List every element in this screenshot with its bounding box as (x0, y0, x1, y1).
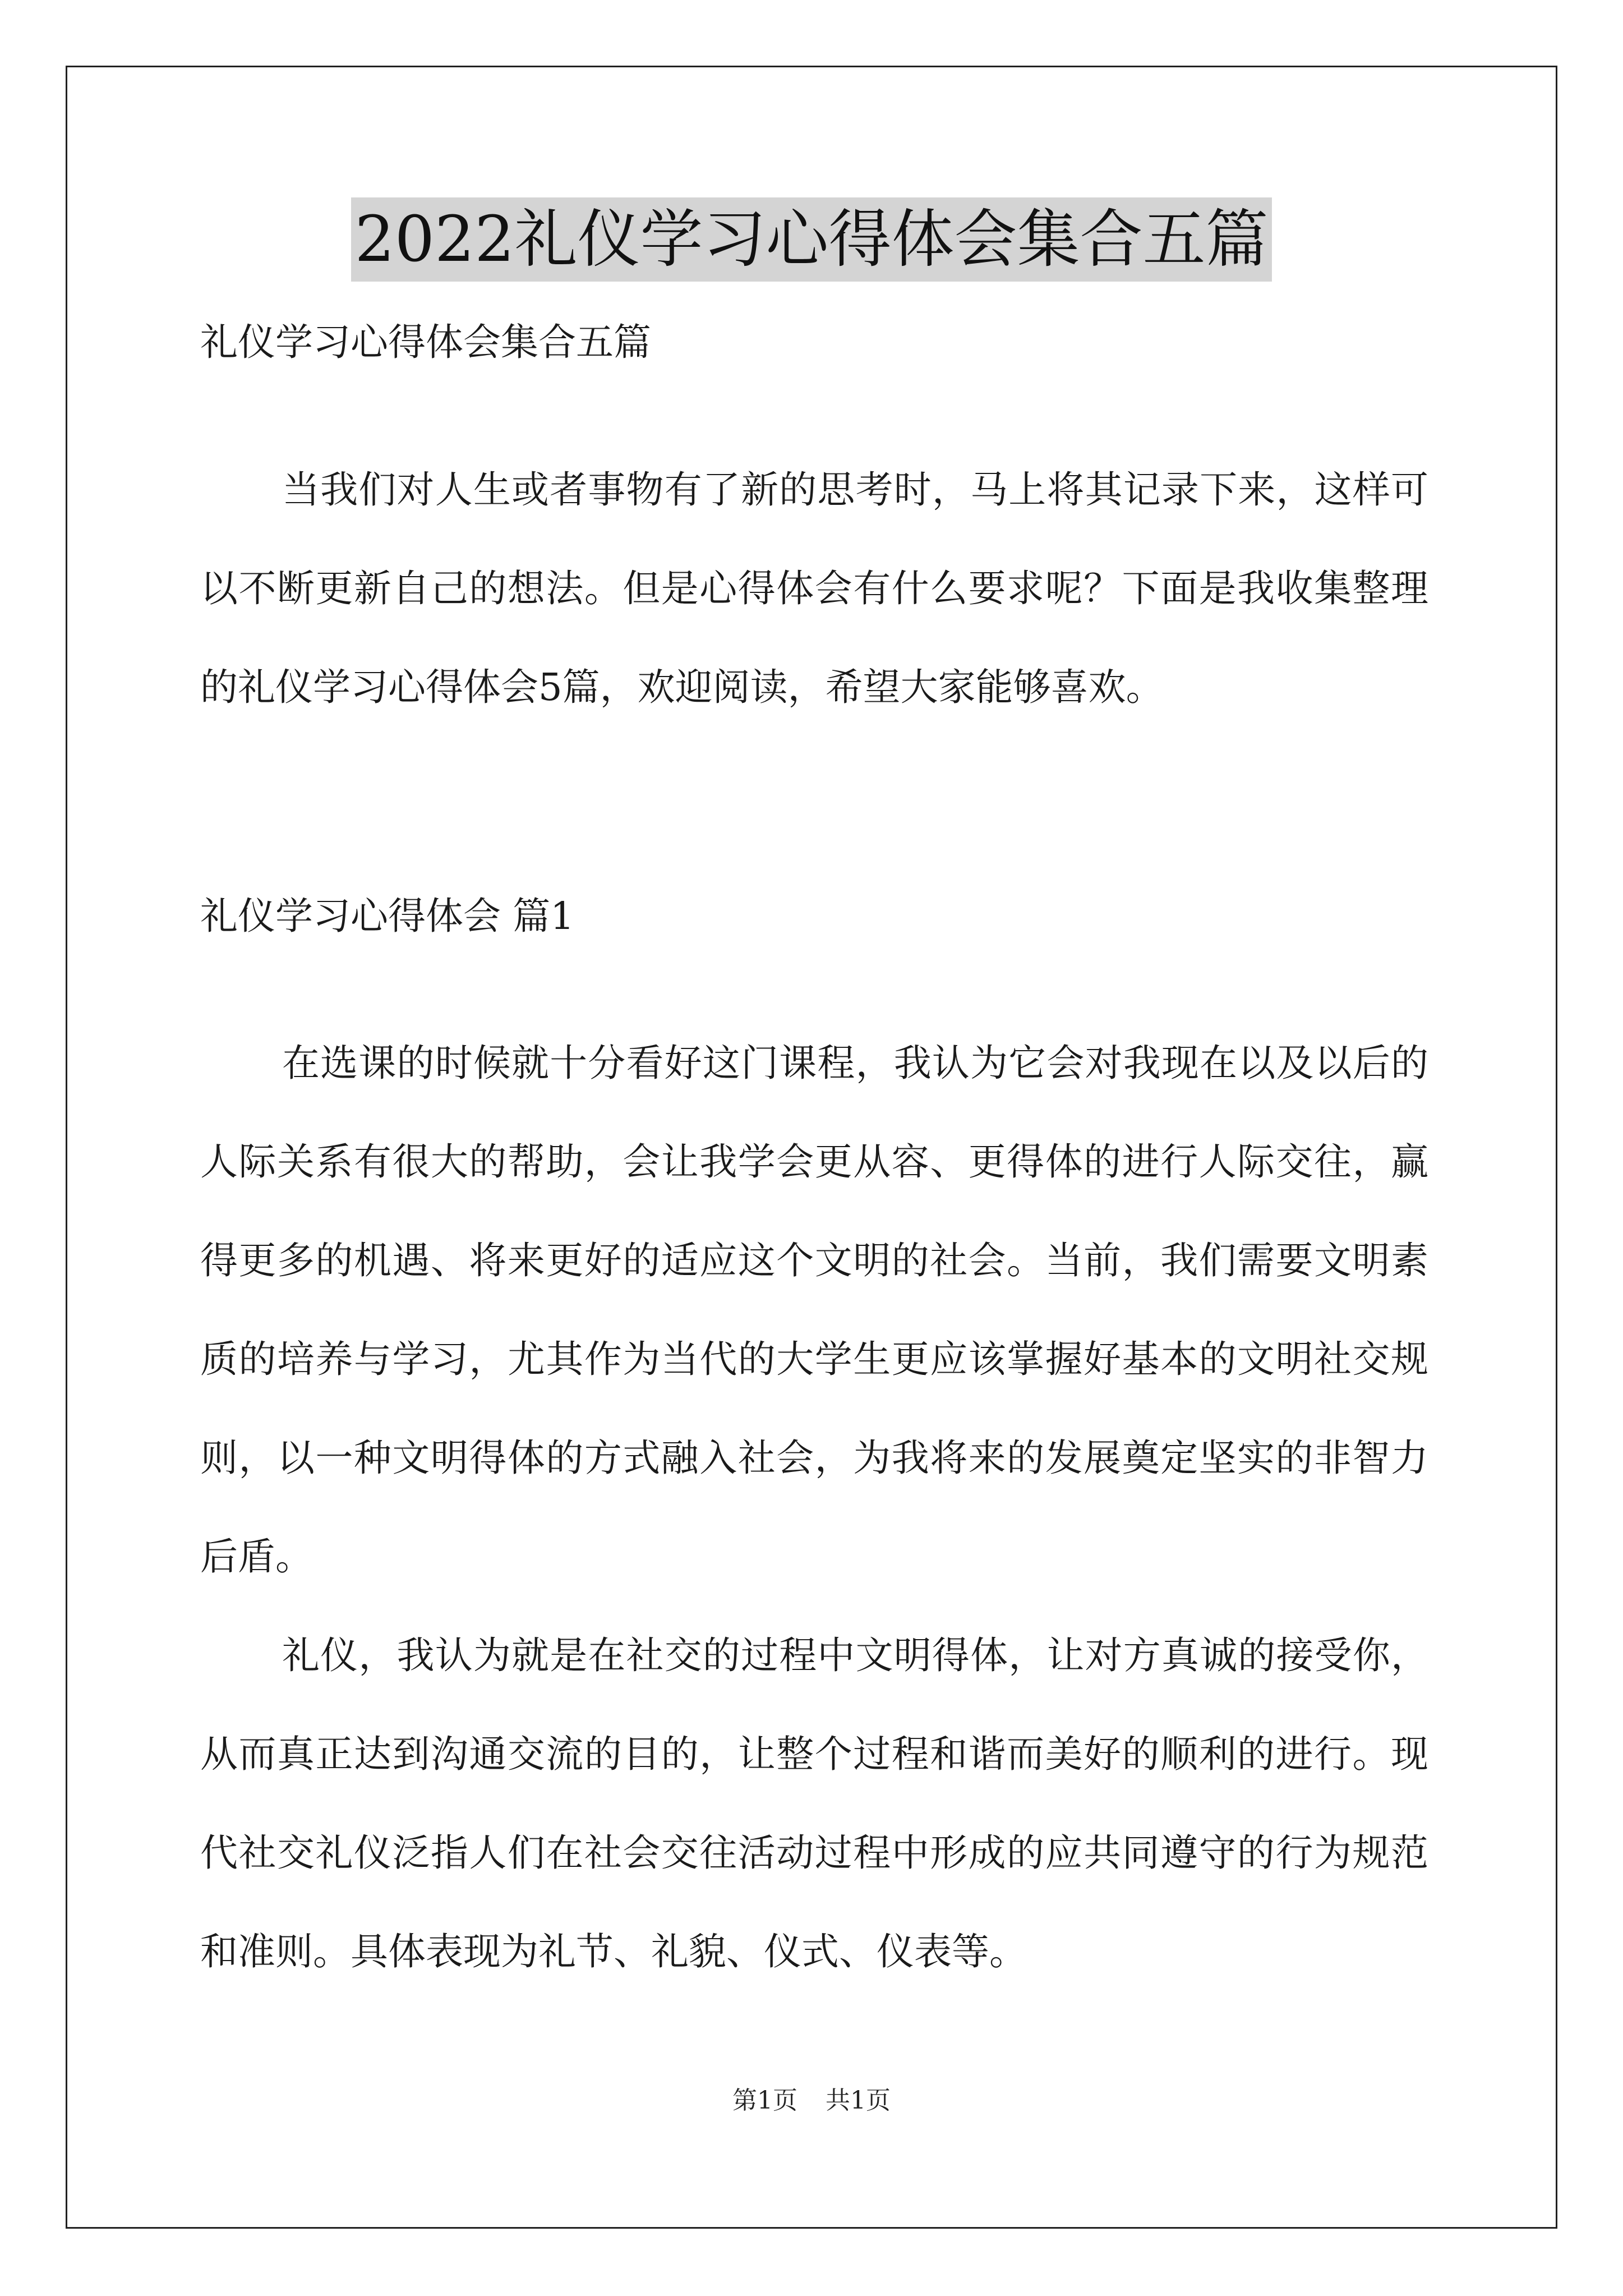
subtitle-block (200, 314, 1428, 370)
section1-heading-block (200, 888, 1428, 944)
intro-paragraph: 当我们对人生或者事物有了新的思考时，马上将其记录下来，这样可以不断更新自己的想法。但是心得体会有什么要求呢？下面是我收集整理的礼仪学习心得体会5篇，欢迎阅读，希望大家能够喜欢。 (200, 468, 1428, 709)
section1-paragraph-1: 在选课的时候就十分看好这门课程，我认为它会对我现在以及以后的人际关系有很大的帮助，会让我学会更从容、更得体的进行人际交往，赢得更多的机遇、将来更好的适应这个文明的社会。当前，我们需要文明素质的培养与学习，尤其作为当代的大学生更应该掌握好基本的文明社交规则，以一种文明得体的方式融入社会，为我将来的发展奠定坚实的非智力后盾。 (200, 1041, 1428, 1579)
page-footer (0, 2084, 1623, 2118)
title-container (0, 197, 1623, 282)
section1-heading: 礼仪学习心得体会 篇1 (200, 894, 574, 938)
document-subtitle: 礼仪学习心得体会集合五篇 (200, 320, 651, 364)
document-title: 2022礼仪学习心得体会集合五篇 (351, 197, 1271, 282)
page-current: 第1页 (732, 2086, 797, 2115)
intro-block (200, 440, 1428, 737)
page-total: 共1页 (826, 2086, 891, 2115)
section1-paragraph-2: 礼仪，我认为就是在社交的过程中文明得体，让对方真诚的接受你，从而真正达到沟通交流的目的，让整个过程和谐而美好的顺利的进行。现代社交礼仪泛指人们在社会交往活动过程中形成的应共同遵守的行为规范和准则。具体表现为礼节、礼貌、仪式、仪表等。 (200, 1634, 1428, 1973)
section1-body (200, 1014, 1428, 2001)
